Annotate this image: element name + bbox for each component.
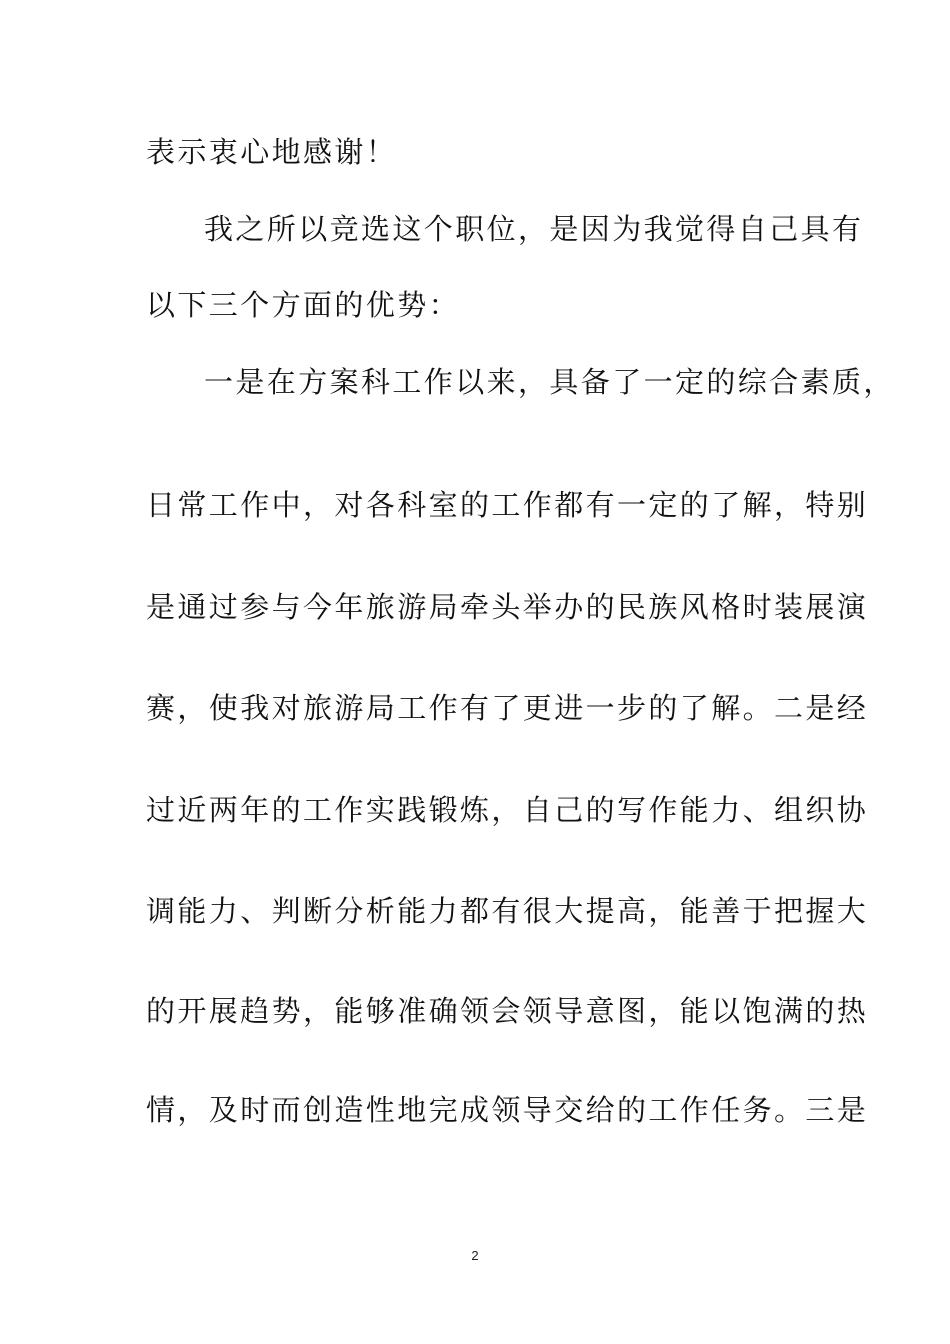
text-line-11: 情，及时而创造性地完成领导交给的工作任务。三是 (146, 1093, 869, 1127)
text-line-6: 是通过参与今年旅游局牵头举办的民族风格时装展演 (146, 590, 869, 624)
text-line-5: 日常工作中，对各科室的工作都有一定的了解，特别 (146, 488, 869, 522)
text-line-4: 一是在方案科工作以来，具备了一定的综合素质， (204, 365, 895, 399)
text-line-1: 表示衷心地感谢！ (146, 135, 398, 169)
text-line-2: 我之所以竞选这个职位，是因为我觉得自己具有 (204, 212, 864, 246)
text-line-8: 过近两年的工作实践锻炼，自己的写作能力、组织协 (146, 793, 869, 827)
text-line-10: 的开展趋势，能够准确领会领导意图，能以饱满的热 (146, 994, 869, 1028)
page-number: 2 (471, 1248, 479, 1263)
text-line-7: 赛，使我对旅游局工作有了更进一步的了解。二是经 (146, 691, 869, 725)
text-line-3: 以下三个方面的优势： (146, 288, 461, 322)
text-line-9: 调能力、判断分析能力都有很大提高，能善于把握大 (146, 894, 869, 928)
